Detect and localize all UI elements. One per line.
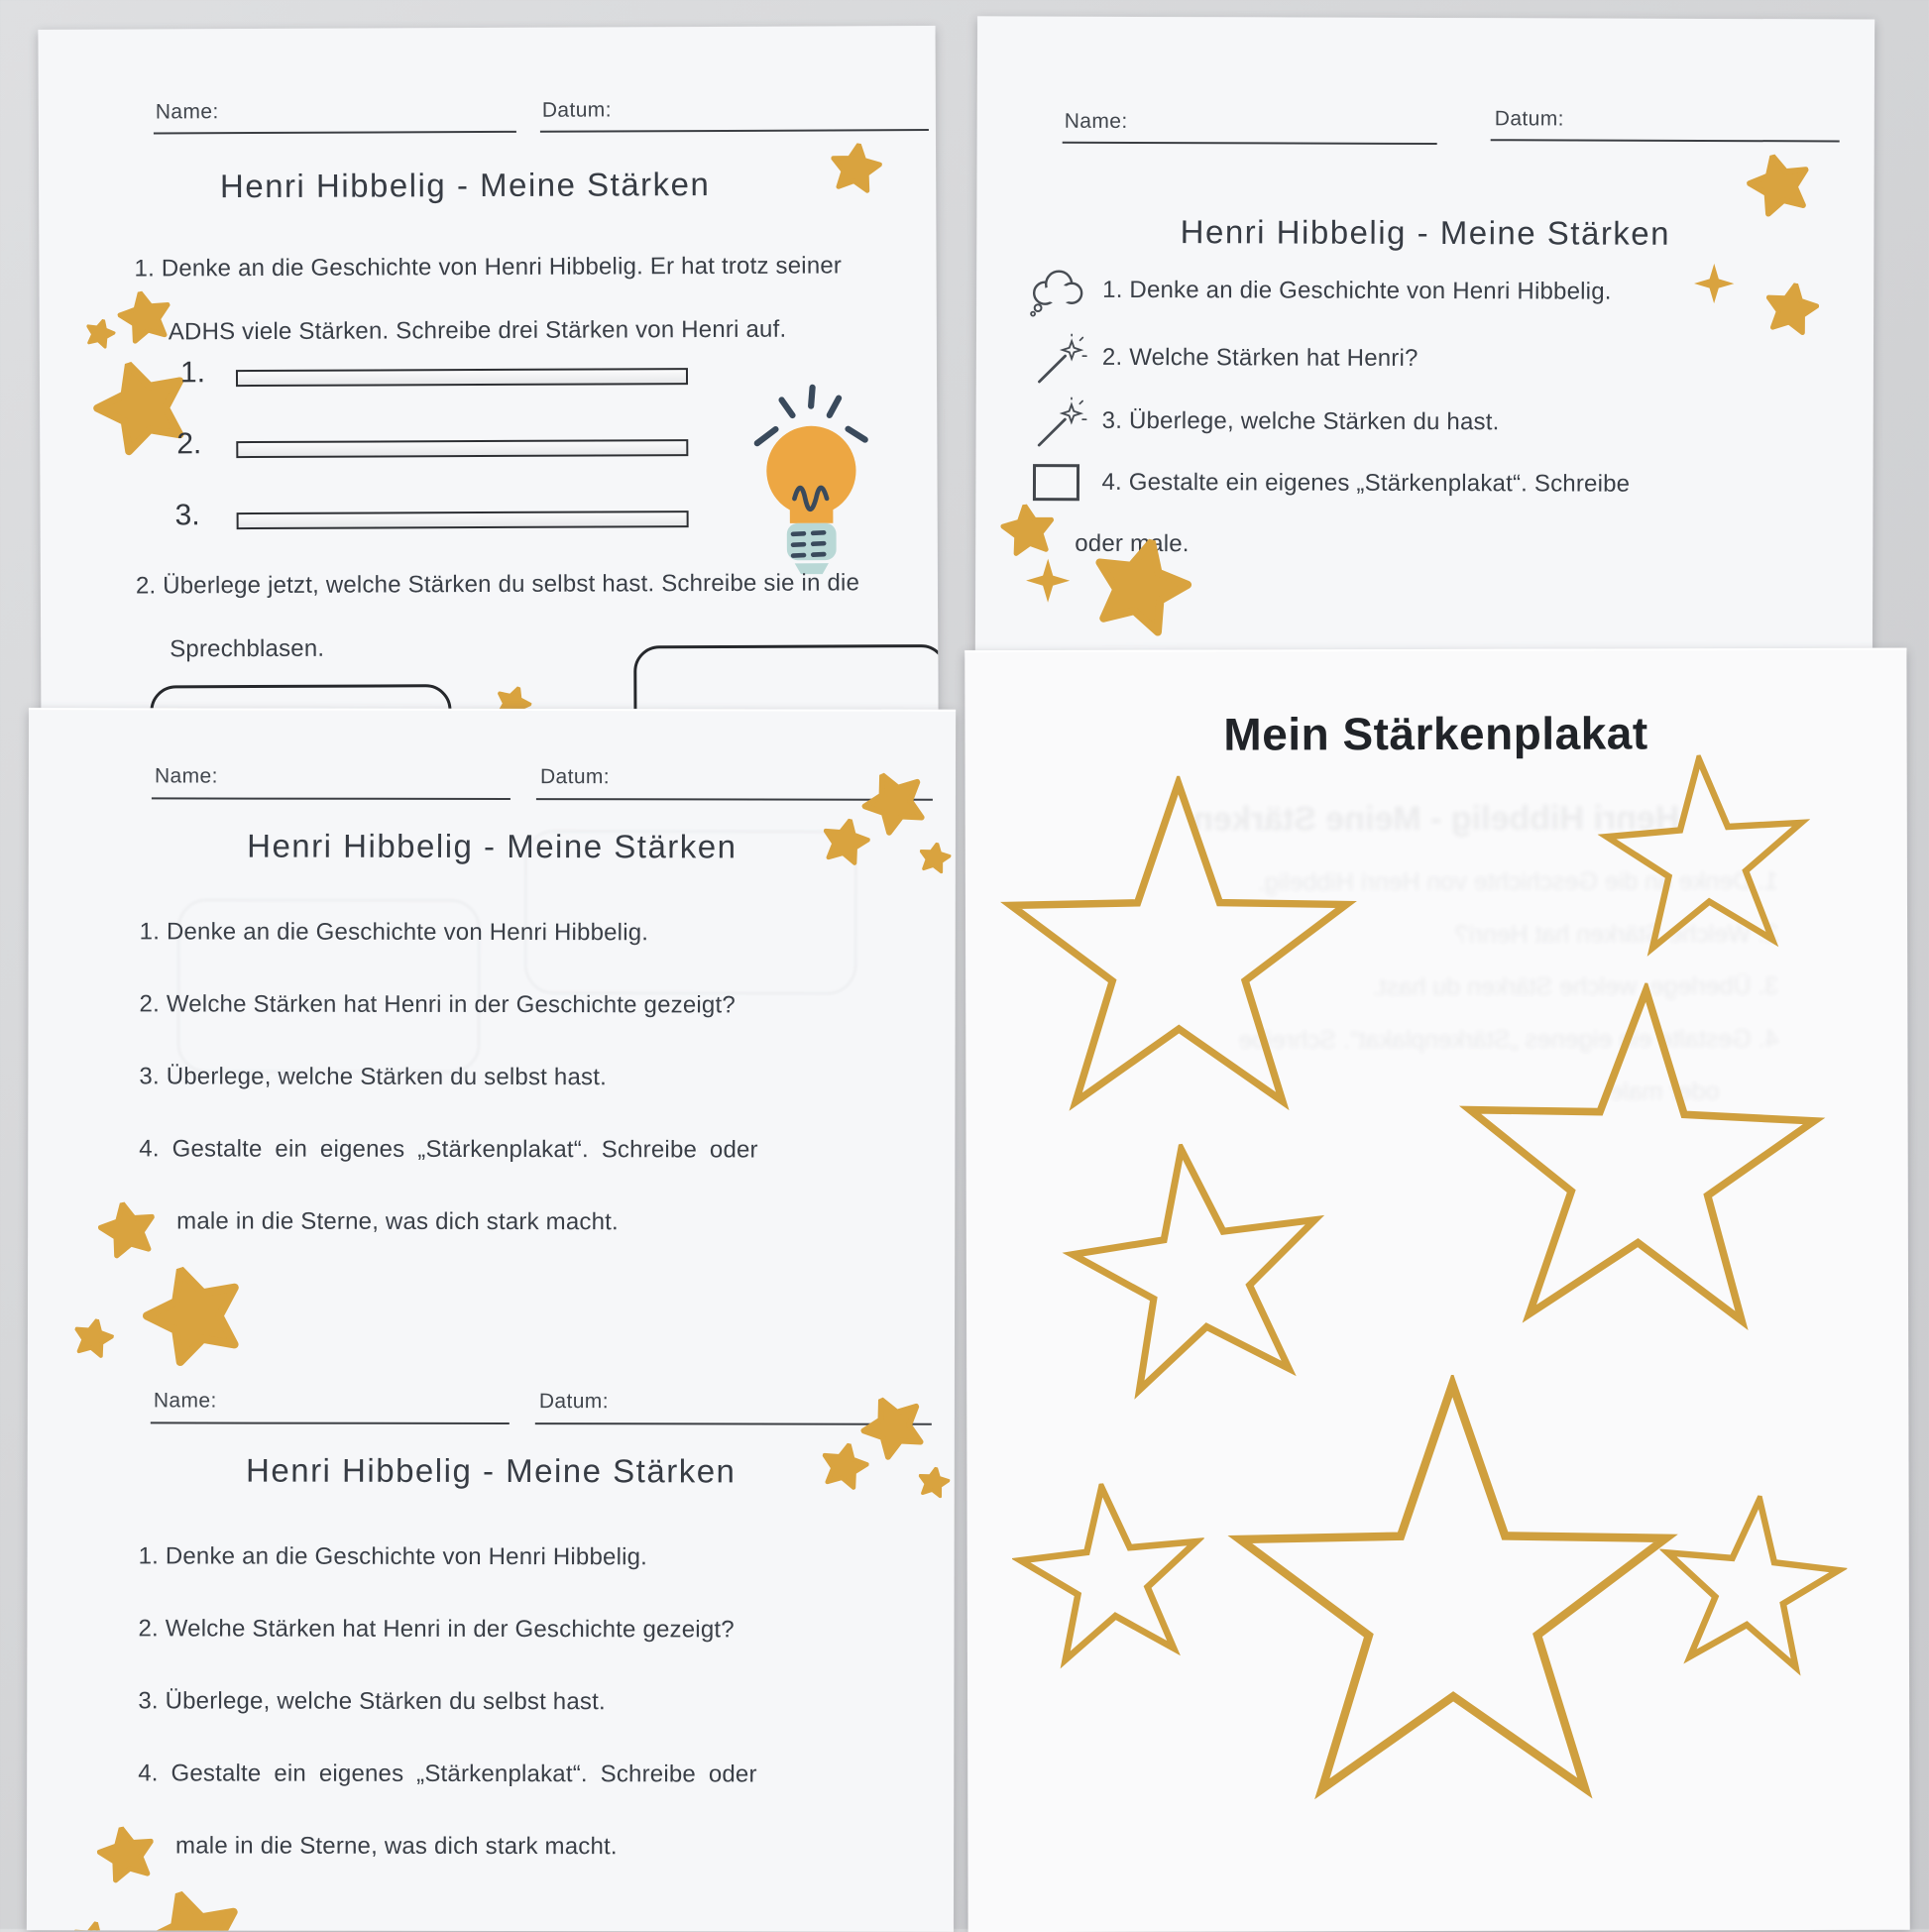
small-star-icon — [68, 1918, 115, 1932]
title-star-icon — [816, 1438, 872, 1495]
task-4: 4. Gestalte ein eigenes „Stärkenplakat“. Schreibe — [1101, 469, 1630, 499]
task-1: 1. Denke an die Geschichte von Henri Hibbelig. — [139, 1542, 648, 1571]
name-label: Name: — [156, 100, 219, 124]
outline-star-large-left — [995, 775, 1363, 1143]
task-1: 1. Denke an die Geschichte von Henri Hibbelig. — [1102, 277, 1612, 306]
worksheet-bottom-left — [27, 708, 956, 1932]
answer-number-2: 2. — [176, 427, 201, 461]
answer-line-1 — [236, 368, 688, 387]
medium-star-icon — [94, 1196, 163, 1265]
star-poster — [964, 648, 1909, 1932]
worksheet-title: Henri Hibbelig - Meine Stärken — [976, 212, 1873, 253]
name-label: Name: — [154, 1389, 217, 1413]
large-star-icon — [132, 1252, 259, 1379]
task-3: 3. Überlege, welche Stärken du hast. — [1102, 407, 1500, 436]
title-star-icon — [817, 814, 873, 870]
task-4: 4. Gestalte ein eigenes „Stärkenplakat“. Schreibe oder — [139, 1135, 758, 1164]
lightbulb-icon — [741, 371, 881, 580]
magic-wand-icon — [1034, 398, 1087, 451]
datum-line — [1491, 139, 1840, 142]
small-star-icon — [81, 315, 118, 352]
worksheet-title: Henri Hibbelig - Meine Stärken — [39, 165, 891, 206]
task-4-continuation: male in die Sterne, was dich stark macht. — [175, 1832, 618, 1861]
medium-star-icon — [114, 285, 177, 349]
medium-star-icon — [1760, 279, 1823, 341]
name-line — [152, 797, 511, 800]
datum-label: Datum: — [542, 98, 612, 122]
task1-line2: ADHS viele Stärken. Schreibe drei Stärken von Henri auf. — [169, 316, 787, 347]
task-2: 2. Welche Stärken hat Henri in der Geschichte gezeigt? — [138, 1615, 734, 1644]
task-2: 2. Welche Stärken hat Henri in der Geschichte gezeigt? — [140, 990, 736, 1019]
large-star-icon — [1742, 148, 1818, 224]
ghost-line: oder male. — [1094, 1078, 1719, 1108]
ghost-line: 4. Gestalte ein eigenes „Stärkenplakat“. Schreibe — [1094, 1025, 1778, 1056]
task2-line2: Sprechblasen. — [170, 635, 324, 664]
task-4-continuation: male in die Sterne, was dich stark macht. — [176, 1207, 619, 1236]
thought-cloud-icon — [1026, 265, 1089, 318]
task1-line1: 1. Denke an die Geschichte von Henri Hibbelig. Er hat trotz seiner — [134, 252, 842, 283]
name-label: Name: — [1065, 110, 1128, 134]
worksheet-title: Henri Hibbelig - Meine Stärken — [28, 1451, 955, 1491]
checkbox-square-icon — [1031, 463, 1080, 503]
task-3: 3. Überlege, welche Stärken du selbst hast. — [138, 1687, 606, 1716]
sparkle-star-icon — [1693, 263, 1735, 304]
small-star-icon — [915, 1464, 952, 1501]
task-4-continuation: oder male. — [1075, 530, 1189, 558]
answer-number-3: 3. — [175, 499, 200, 532]
answer-number-1: 1. — [180, 356, 205, 390]
answer-line-3 — [237, 511, 689, 529]
name-label: Name: — [155, 764, 218, 788]
datum-line — [540, 129, 929, 133]
task-3: 3. Überlege, welche Stärken du selbst hast. — [139, 1063, 607, 1091]
name-line — [1063, 142, 1437, 145]
datum-label: Datum: — [540, 765, 610, 789]
name-line — [154, 131, 516, 135]
ghost-line: 3. Überlege, welche Stärken du hast. — [1094, 972, 1778, 1003]
worksheet-title: Henri Hibbelig - Meine Stärken — [29, 827, 956, 866]
datum-label: Datum: — [1495, 107, 1564, 131]
worksheet-top-left — [38, 26, 938, 729]
ghost-line: 1. Denke an die Geschichte von Henri Hibbelig. — [1094, 867, 1778, 898]
task-2: 2. Welche Stärken hat Henri? — [1102, 344, 1418, 373]
ghost-title: Henri Hibbelig - Meine Stärken — [1094, 799, 1778, 840]
answer-line-2 — [236, 439, 688, 458]
name-line — [151, 1421, 510, 1424]
outline-star-bottom-left — [1005, 1473, 1218, 1686]
small-star-icon — [69, 1315, 116, 1362]
task-4: 4. Gestalte ein eigenes „Stärkenplakat“. Schreibe oder — [138, 1760, 757, 1788]
bullet-star-icon — [998, 501, 1059, 561]
title-star-icon — [827, 140, 885, 198]
ghost-line: 2. Welche Stärken hat Henri? — [1094, 920, 1778, 951]
task-1: 1. Denke an die Geschichte von Henri Hibbelig. — [140, 918, 649, 947]
poster-title: Mein Stärkenplakat — [964, 706, 1906, 761]
outline-star-top-right — [1592, 747, 1820, 975]
outline-star-right-middle — [1446, 976, 1835, 1365]
small-star-icon — [916, 840, 953, 876]
sparkle-star-icon — [1025, 558, 1071, 604]
task2-line1: 2. Überlege jetzt, welche Stärken du selbst hast. Schreibe sie in die — [136, 569, 859, 600]
datum-label: Datum: — [539, 1390, 609, 1414]
worksheet-top-right — [975, 16, 1874, 660]
medium-star-icon — [93, 1821, 162, 1889]
outline-star-bottom-center — [1219, 1374, 1686, 1841]
outline-star-bottom-right — [1647, 1486, 1854, 1692]
magic-wand-icon — [1034, 334, 1087, 388]
large-star-icon — [131, 1876, 258, 1932]
